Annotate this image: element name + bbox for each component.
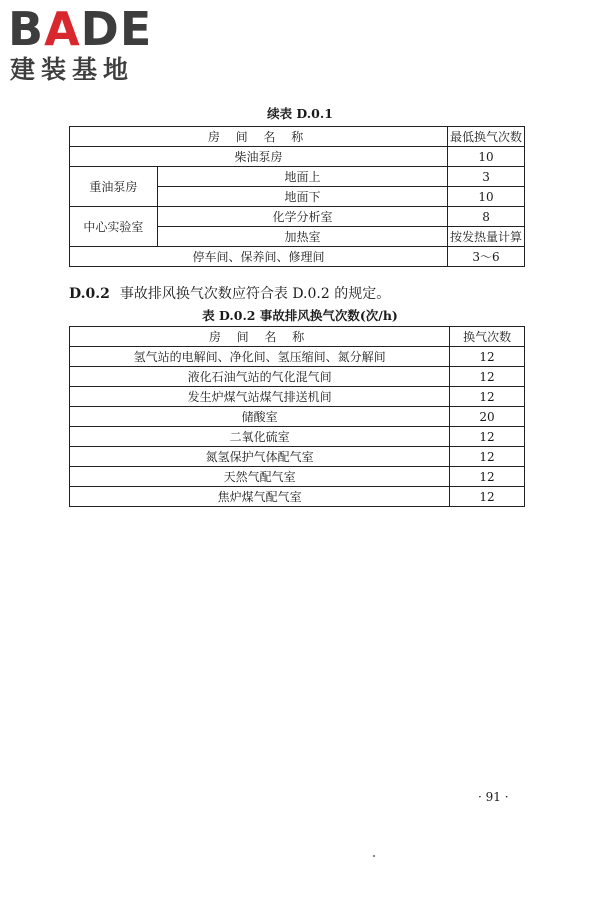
room-name: 储酸室 [70,407,450,427]
table-row [70,167,525,187]
rate-value: 12 [450,427,525,447]
table-row [70,487,525,507]
rate-value: 12 [450,467,525,487]
room-name: 天然气配气室 [70,467,450,487]
room-name: 焦炉煤气配气室 [70,487,450,507]
table-row [70,407,525,427]
rate-value: 12 [450,387,525,407]
rate-value: 12 [450,367,525,387]
room-name: 氮氢保护气体配气室 [70,447,450,467]
table-row [70,347,525,367]
table-header-row [70,127,525,147]
room-sub-name: 地面上 [157,167,447,187]
room-group: 中心实验室 [70,207,158,247]
rate-value: 10 [448,147,525,167]
room-sub-name: 化学分析室 [157,207,447,227]
room-name: 氢气站的电解间、净化间、氢压缩间、氮分解间 [70,347,450,367]
rate-value: 3 [448,167,525,187]
room-name: 二氧化硫室 [70,427,450,447]
logo-chinese-text: 建装基地 [10,55,135,84]
room-name: 液化石油气站的气化混气间 [70,367,450,387]
header-room-name: 房 间 名 称 [70,127,448,147]
rate-value: 10 [448,187,525,207]
table-row [70,427,525,447]
clause-d02 [69,283,390,303]
room-name: 发生炉煤气站煤气排送机间 [70,387,450,407]
rate-value: 3～6 [448,247,525,267]
table-row [70,467,525,487]
clause-text: 事故排风换气次数应符合表 D.0.2 的规定。 [119,286,391,302]
logo-wordmark: BADE [8,2,153,56]
table2-caption: 表 D.0.2 事故排风换气次数(次/h) [202,308,398,323]
bade-logo [8,2,183,86]
table-row [70,447,525,467]
table-row [70,247,525,267]
table-row [70,367,525,387]
header-rate: 换气次数 [450,327,525,347]
room-group: 重油泵房 [70,167,158,207]
rate-value: 按发热量计算 [448,227,525,247]
table-d01-continued [69,126,525,267]
clause-number: D.0.2 [69,286,110,302]
room-sub-name: 加热室 [157,227,447,247]
room-name: 停车间、保养间、修理间 [70,247,448,267]
rate-value: 8 [448,207,525,227]
table-d02 [69,326,525,507]
table-row [70,147,525,167]
room-sub-name: 地面下 [157,187,447,207]
table-header-row [70,327,525,347]
table-row [70,387,525,407]
room-name: 柴油泵房 [70,147,448,167]
page-number: · 91 · [478,790,509,804]
rate-value: 12 [450,447,525,467]
table1-caption: 续表 D.0.1 [267,106,333,121]
rate-value: 12 [450,347,525,367]
rate-value: 12 [450,487,525,507]
header-room-name: 房 间 名 称 [70,327,450,347]
table-row [70,207,525,227]
header-min-rate: 最低换气次数 [448,127,525,147]
scan-speck [373,855,375,857]
rate-value: 20 [450,407,525,427]
